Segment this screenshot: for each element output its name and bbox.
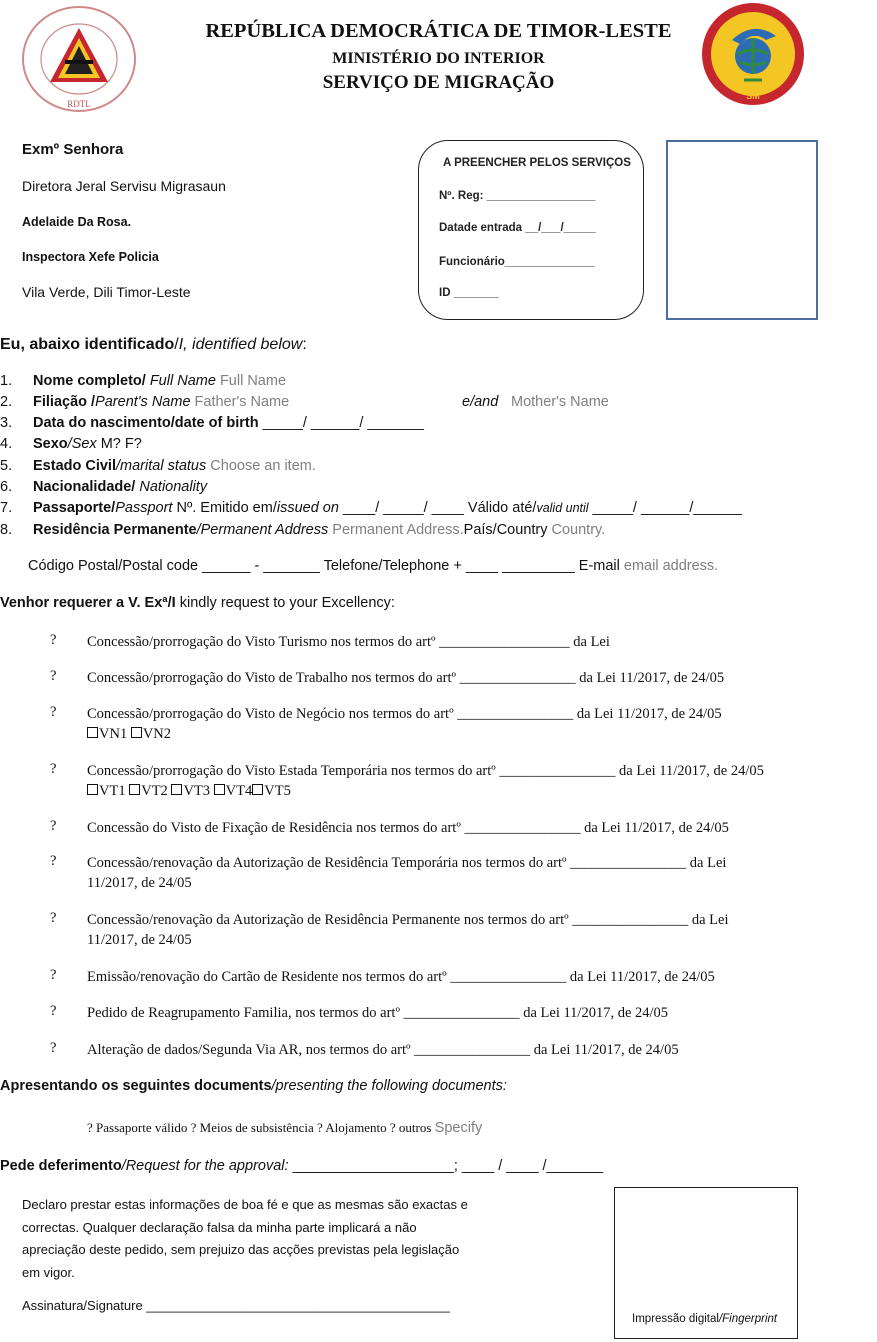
item-marital-status: 5. Estado Civil/marital status Choose an item. — [0, 458, 316, 474]
address-line-1: Diretora Jeral Servisu Migrasaun — [22, 178, 226, 194]
checkbox-icon[interactable] — [131, 727, 142, 738]
entry-date-field[interactable]: Datade entrada __/___/_____ — [439, 222, 596, 234]
migration-service-seal-logo — [700, 2, 806, 106]
checkbox-icon[interactable]: ? — [50, 668, 57, 684]
svg-text:RDTL: RDTL — [67, 99, 91, 109]
item-nationality: 6. Nacionalidade/ Nationality — [0, 479, 208, 495]
id-field[interactable]: ID _______ — [439, 287, 499, 299]
address-line-3: Inspectora Xefe Policia — [22, 250, 159, 264]
sex-options[interactable]: M? F? — [100, 436, 142, 452]
mother-name-field[interactable]: Mother's Name — [511, 394, 609, 410]
email-field[interactable]: email address. — [623, 558, 719, 574]
documents-heading: Apresentando os seguintes documents/presenting the following documents: — [0, 1078, 507, 1094]
office-use-title: A PREENCHER PELOS SERVIÇOS — [443, 157, 631, 169]
checkbox-icon[interactable]: ? — [50, 1003, 57, 1019]
signature-field[interactable]: Assinatura/Signature __________________________________________ — [22, 1298, 450, 1313]
checkbox-icon[interactable]: ? — [50, 761, 57, 777]
full-name-field[interactable]: Full Name — [219, 373, 287, 389]
specify-field[interactable]: Specify — [434, 1120, 483, 1136]
marital-status-dropdown[interactable]: Choose an item. — [210, 458, 316, 474]
fingerprint-label: Impressão digital/Fingerprint — [632, 1313, 778, 1325]
employee-field[interactable]: Funcionário______________ — [439, 256, 595, 268]
item-permanent-address: 8. Residência Permanente/Permanent Address Permanent Address.País/Country Country. — [0, 522, 606, 538]
checkbox-icon[interactable]: ? — [50, 818, 57, 834]
permanent-address-field[interactable]: Permanent Address. — [332, 522, 464, 538]
header-ministry: MINISTÉRIO DO INTERIOR — [332, 50, 545, 67]
checkbox-icon[interactable]: ? — [50, 967, 57, 983]
checkbox-icon[interactable] — [87, 727, 98, 738]
salutation: Exmº Senhora — [22, 141, 124, 158]
item-date-of-birth: 3. Data do nascimento/date of birth _____/ ______/ _______ — [0, 415, 424, 431]
photo-placeholder — [666, 140, 818, 320]
fingerprint-box — [614, 1187, 798, 1339]
contact-line: Código Postal/Postal code ______ - _______ Telefone/Telephone + ____ _________ E-mail email address. — [28, 558, 719, 574]
header-service: SERVIÇO DE MIGRAÇÃO — [322, 72, 555, 93]
identified-heading: Eu, abaixo identificado/I, identified below: — [0, 336, 307, 353]
declaration-text: Declaro prestar estas informações de boa fé e que as mesmas são exactas e correctas. Qualquer declaração falsa da minha parte implicará a não apreciação deste pedido, sem prejuizo das acções previstas pela legislação em vigor. — [22, 1197, 468, 1280]
checkbox-icon[interactable]: ? — [50, 704, 57, 720]
approval-line: Pede deferimento/Request for the approval: ____________________; ____ / ____ /_______ — [0, 1158, 604, 1174]
item-parents: 2. Filiação /Parent's Name Father's Name e/and Mother's Name — [0, 394, 609, 410]
checkbox-icon[interactable] — [214, 784, 225, 795]
approval-date-field[interactable]: ____________________; ____ / ____ /_______ — [292, 1158, 604, 1174]
documents-list[interactable]: ? Passaporte válido ? Meios de subsistência ? Alojamento ? outros Specify — [87, 1120, 483, 1136]
office-use-box — [418, 140, 644, 320]
registration-number-field[interactable]: Nº. Reg: _________________ — [439, 190, 596, 202]
item-full-name: 1. Nome completo/ Full Name Full Name — [0, 373, 287, 389]
item-sex: 4. Sexo/Sex M? F? — [0, 436, 142, 452]
checkbox-icon[interactable] — [87, 784, 98, 795]
request-intro: Venhor requerer a V. Exª/I kindly request to your Excellency: — [0, 595, 395, 611]
checkbox-icon[interactable] — [129, 784, 140, 795]
father-name-field[interactable]: Father's Name — [194, 394, 290, 410]
date-of-birth-field[interactable]: _____/ ______/ _______ — [262, 415, 424, 431]
checkbox-icon[interactable]: ? — [50, 910, 57, 926]
checkbox-icon[interactable]: ? — [50, 1040, 57, 1056]
checkbox-icon[interactable]: ? — [50, 632, 57, 648]
checkbox-icon[interactable] — [252, 784, 263, 795]
checkbox-icon[interactable]: ? — [50, 853, 57, 869]
address-line-4: Vila Verde, Dili Timor-Leste — [22, 284, 191, 300]
country-field[interactable]: Country. — [551, 522, 606, 538]
header-title: REPÚBLICA DEMOCRÁTICA DE TIMOR-LESTE — [205, 20, 672, 42]
address-line-2: Adelaide Da Rosa. — [22, 215, 132, 229]
svg-text:SM: SM — [746, 91, 760, 101]
item-passport: 7. Passaporte/Passport Nº. Emitido em/issued on ____/ _____/ ____ Válido até/valid until _____/ ______/______ — [0, 500, 742, 516]
checkbox-icon[interactable] — [171, 784, 182, 795]
